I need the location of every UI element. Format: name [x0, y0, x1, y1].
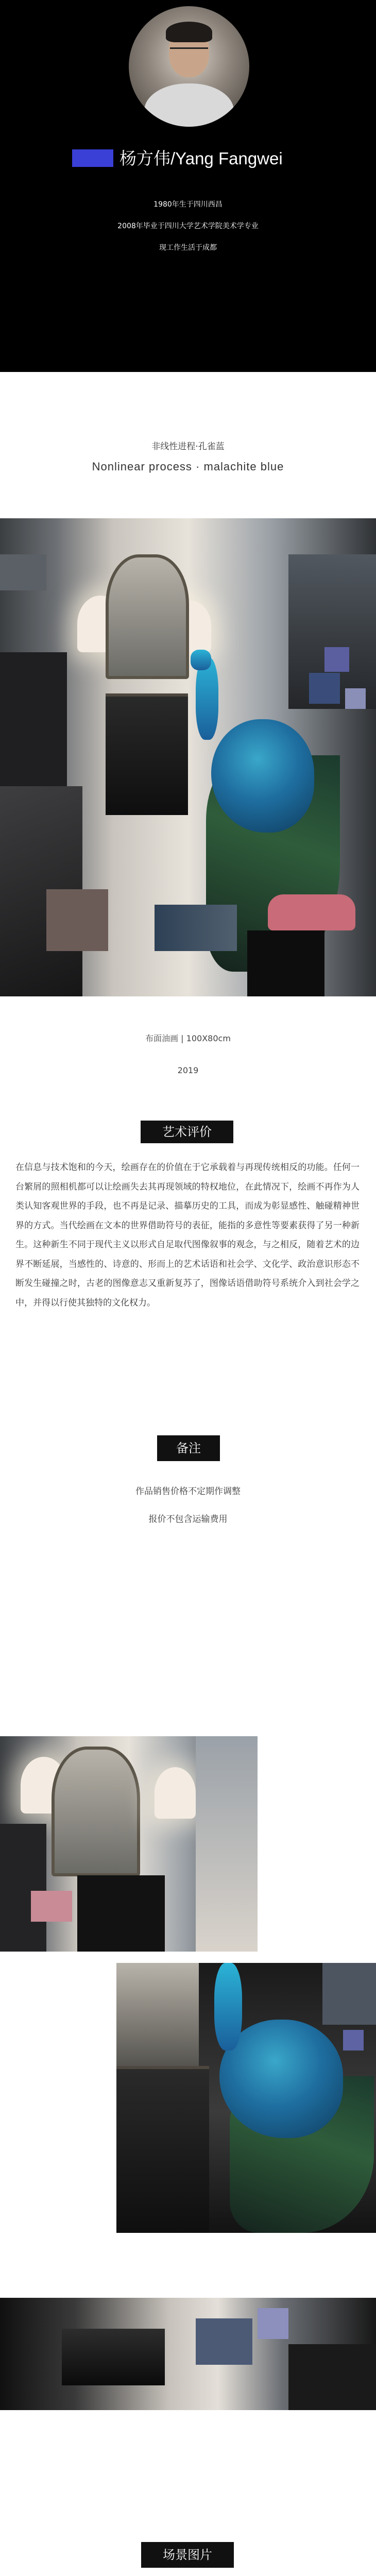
- name-accent-bar: [72, 149, 113, 167]
- artist-name: 杨方伟/Yang Fangwei: [119, 149, 283, 168]
- artwork-medium-size: 布面油画 | 100X80cm: [145, 1033, 231, 1043]
- artist-bio-line: 2008年毕业于四川大学艺术学院美术学专业: [117, 222, 259, 230]
- artwork-subtitle: Nonlinear process · malachite blue: [92, 460, 284, 473]
- artist-bio-line: 1980年生于四川西昌: [153, 200, 223, 209]
- artwork-image: [0, 518, 376, 996]
- artist-avatar: [129, 6, 249, 127]
- section-label-scene: 场景图片: [141, 2542, 234, 2568]
- note-line: 作品销售价格不定期作调整: [135, 1486, 241, 1497]
- detail-image-3: [0, 2298, 376, 2410]
- note-line: 报价不包含运输费用: [148, 1514, 228, 1524]
- artist-bio-line: 现工作生活于成都: [159, 244, 217, 252]
- section-label-review: 艺术评价: [141, 1121, 233, 1143]
- review-text: 在信息与技术饱和的今天，绘画存在的价值在于它承载着与再现传统相反的功能。任何一台繁屑的照相机都可以让绘画失去其再现领域的特权地位，在此情况下，绘画不再作为人类认知客观世界的手段，也不再是记录、描摹历史的工具，而成为彰显感性、触碰精神世界的方式。当代绘画在文本的世界借助符号的表征，能指的多意性等要素获得了另一种新生。这种新生不同于现代主义以形式自足取代图像叙事的观念，与之相反，随着艺术的边界不断延展，当感性的、诗意的、形而上的艺术话语和社会学、文化学、政治意识形态不断发生碰撞之时，古老的图像意志又重新复苏了，图像话语借助符号系统介入到社会学之中，并得以行使其独特的文化权力。: [15, 1162, 360, 1308]
- artwork-title: 非线性进程·孔雀蓝: [151, 442, 225, 452]
- artwork-year: 2019: [177, 1065, 199, 1075]
- artist-header: [0, 0, 376, 372]
- section-label-notes: 备注: [157, 1435, 220, 1461]
- detail-image-2: [116, 1963, 376, 2233]
- detail-image-1: [0, 1736, 258, 1952]
